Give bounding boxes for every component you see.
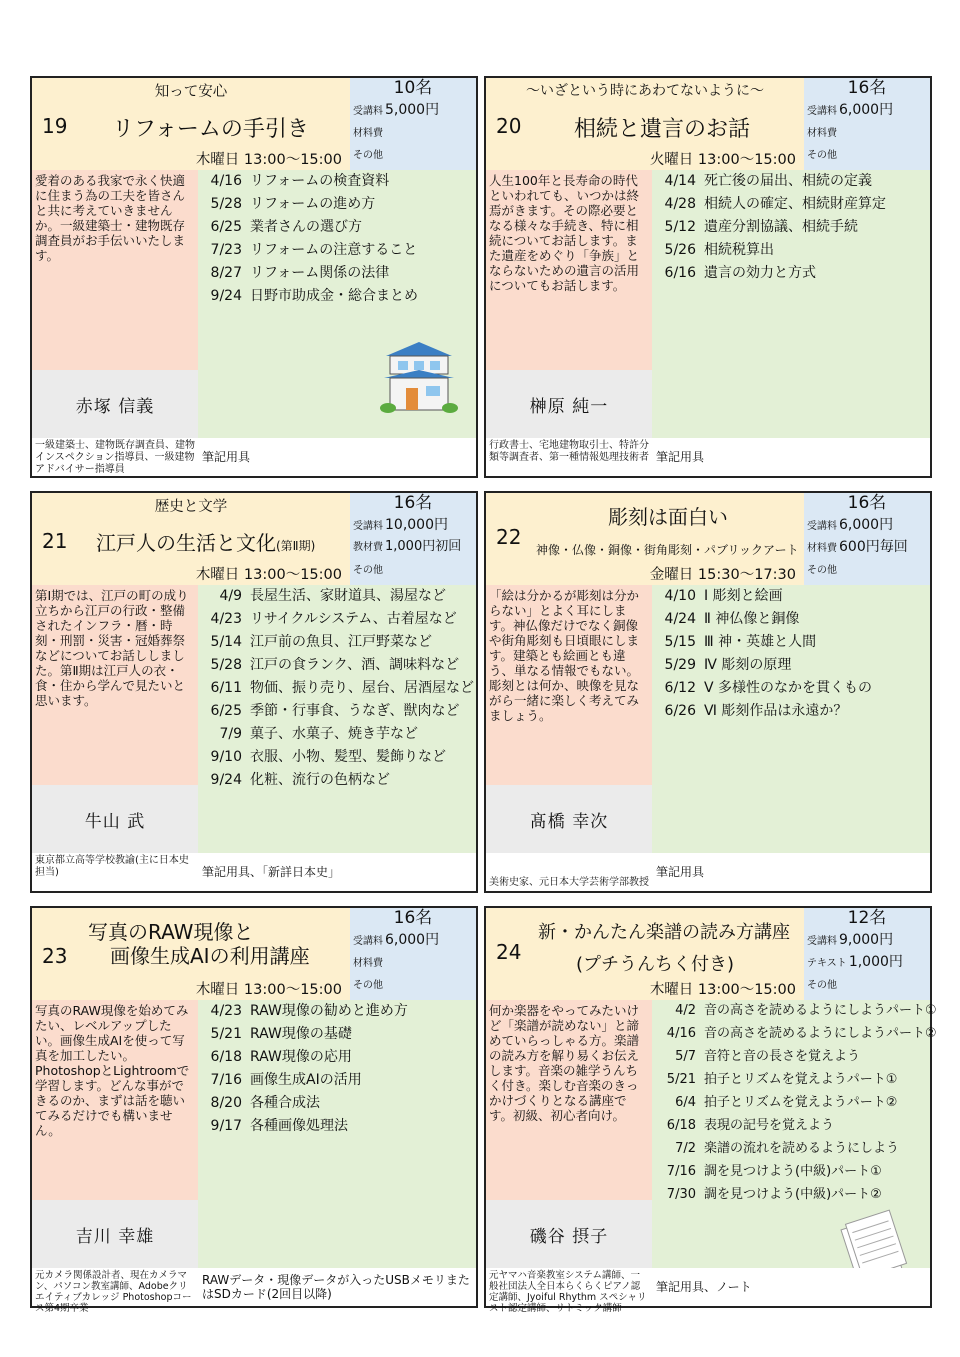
schedule-topic: 日野市助成金・総合まとめ bbox=[250, 288, 418, 304]
house-icon bbox=[380, 340, 458, 416]
schedule-date: 5/15 bbox=[664, 634, 696, 650]
schedule-topic: 業者さんの選び方 bbox=[250, 219, 362, 235]
course-fees bbox=[350, 493, 476, 585]
instructor-name: 牛山 武 bbox=[32, 785, 198, 853]
schedule-topic: Ⅳ 彫刻の原理 bbox=[704, 657, 792, 673]
fee-row bbox=[807, 974, 839, 994]
fee-value: 6,000円 bbox=[839, 517, 894, 533]
schedule-date: 6/26 bbox=[664, 703, 696, 719]
schedule-date: 4/2 bbox=[675, 1003, 696, 1018]
fee-row bbox=[353, 537, 461, 557]
schedule-topic: Ⅰ 彫刻と絵画 bbox=[704, 588, 783, 604]
fee-row bbox=[807, 515, 893, 535]
schedule-date: 9/24 bbox=[210, 288, 242, 304]
course-title-line2: (プチうんちく付き) bbox=[576, 954, 735, 975]
schedule-date: 5/29 bbox=[664, 657, 696, 673]
course-schedule bbox=[198, 1000, 476, 1268]
instructor-name: 榊原 純一 bbox=[486, 370, 652, 438]
fee-label: その他 bbox=[353, 150, 383, 161]
schedule-date: 8/27 bbox=[210, 265, 242, 281]
fee-row bbox=[353, 974, 385, 994]
course-card-23 bbox=[30, 906, 478, 1314]
schedule-topic: 音の高さを読めるようにしようパート② bbox=[704, 1026, 937, 1041]
course-capacity: 16名 bbox=[847, 493, 887, 513]
fee-label: 受講料 bbox=[353, 521, 383, 532]
course-supplies: RAWデータ・現像データが入ったUSBメモリまたはSDカード(2回目以降) bbox=[198, 1268, 476, 1306]
schedule-date: 4/28 bbox=[664, 196, 696, 212]
schedule-topic: 季節・行事食、うなぎ、獣肉など bbox=[250, 703, 460, 719]
schedule-topic: 表現の記号を覚えよう bbox=[704, 1118, 835, 1133]
schedule-date: 6/16 bbox=[664, 265, 696, 281]
course-number: 21 bbox=[42, 529, 68, 553]
schedule-topic: RAW現像の勧めと進め方 bbox=[250, 1003, 408, 1019]
schedule-date: 4/23 bbox=[210, 611, 242, 627]
schedule-topic: 衣服、小物、髪型、髪飾りなど bbox=[250, 749, 446, 765]
course-header bbox=[486, 493, 804, 585]
fee-label: 受講料 bbox=[807, 936, 837, 947]
schedule-topic: 江戸の食ランク、酒、調味料など bbox=[250, 657, 460, 673]
course-title: リフォームの手引き bbox=[112, 117, 309, 142]
schedule-date: 7/9 bbox=[219, 726, 242, 742]
fee-value: 5,000円 bbox=[385, 102, 440, 118]
schedule-date: 6/25 bbox=[210, 219, 242, 235]
fee-row bbox=[353, 559, 385, 579]
course-supplies: 筆記用具、ノート bbox=[652, 1268, 930, 1306]
fee-label: その他 bbox=[353, 565, 383, 576]
course-day-time: 木曜日 13:00～15:00 bbox=[195, 982, 342, 998]
course-day-time: 木曜日 13:00～15:00 bbox=[195, 567, 342, 583]
schedule-date: 5/28 bbox=[210, 657, 242, 673]
course-fees bbox=[804, 493, 930, 585]
schedule-topic: 江戸前の魚貝、江戸野菜など bbox=[250, 634, 432, 650]
course-number: 24 bbox=[496, 940, 522, 964]
fee-label: 材料費 bbox=[353, 958, 383, 969]
schedule-topic: 調を見つけよう(中級)パート② bbox=[704, 1187, 882, 1202]
course-schedule bbox=[652, 585, 930, 853]
fee-label: テキスト bbox=[807, 958, 847, 969]
course-subtitle: 歴史と文学 bbox=[154, 499, 228, 515]
fee-label: その他 bbox=[807, 150, 837, 161]
schedule-date: 6/4 bbox=[675, 1095, 696, 1110]
schedule-date: 5/21 bbox=[210, 1026, 242, 1042]
schedule-date: 8/20 bbox=[210, 1095, 242, 1111]
course-capacity: 16名 bbox=[847, 78, 887, 98]
course-supplies: 筆記用具 bbox=[652, 853, 930, 891]
course-description: 写真のRAW現像を始めてみたい、レベルアップしたい。画像生成AIを使って写真を加工したい。PhotoshopとLightroomで学習します。どんな事ができるのか、まずは話を聴いてみるだけでも構いません。 bbox=[32, 1000, 198, 1200]
schedule-date: 9/24 bbox=[210, 772, 242, 788]
fee-label: 教材費 bbox=[353, 542, 383, 553]
schedule-topic: リフォームの進め方 bbox=[250, 196, 376, 212]
schedule-topic: 拍子とリズムを覚えようパート① bbox=[704, 1072, 898, 1087]
schedule-date: 4/9 bbox=[219, 588, 242, 604]
course-description: 人生100年と長寿命の時代といわれても、いつかは終焉がきます。その際必要となる様々な手続き、特に相続についてお話します。また遺産をめぐり「争族」とならないための遺言の活用についてもお話します。 bbox=[486, 170, 652, 370]
fee-row bbox=[353, 100, 439, 120]
course-day-time: 金曜日 15:30～17:30 bbox=[649, 567, 796, 583]
course-header bbox=[486, 78, 804, 170]
course-supplies: 筆記用具 bbox=[198, 438, 476, 476]
course-card-22 bbox=[484, 491, 932, 893]
instructor-qualifications: 元カメラ関係設計者、現在カメラマン、パソコン教室講師、Adobeクリエイティブカレッジ Photoshopコース第4期卒業 bbox=[32, 1268, 198, 1306]
fee-label: 受講料 bbox=[353, 936, 383, 947]
schedule-date: 6/18 bbox=[666, 1118, 696, 1133]
instructor-name: 吉川 幸雄 bbox=[32, 1200, 198, 1268]
fee-label: 受講料 bbox=[807, 106, 837, 117]
schedule-topic: 音符と音の長さを覚えよう bbox=[704, 1049, 861, 1064]
fee-value: 1,000円初回 bbox=[385, 539, 462, 554]
schedule-topic: 菓子、水菓子、焼き芋など bbox=[250, 726, 418, 742]
schedule-date: 6/18 bbox=[210, 1049, 242, 1065]
schedule-date: 6/12 bbox=[664, 680, 696, 696]
course-number: 23 bbox=[42, 944, 68, 968]
course-schedule bbox=[198, 585, 476, 853]
fee-row bbox=[807, 952, 903, 972]
schedule-topic: 相続人の確定、相続財産算定 bbox=[704, 196, 886, 212]
course-description: 第Ⅰ期では、江戸の町の成り立ちから江戸の行政・整備されたインフラ・暦・時刻・刑罰・災害・冠婚葬祭などについてお話ししました。第Ⅱ期は江戸人の衣・食・住から学んで見たいと思います。 bbox=[32, 585, 198, 785]
course-card-21 bbox=[30, 491, 478, 893]
course-subtitle: 知って安心 bbox=[154, 84, 228, 100]
course-header bbox=[32, 908, 350, 1000]
schedule-date: 5/26 bbox=[664, 242, 696, 258]
fee-row bbox=[353, 122, 385, 142]
course-supplies: 筆記用具、「新詳日本史」 bbox=[198, 853, 476, 891]
fee-label: 受講料 bbox=[353, 106, 383, 117]
instructor-name: 髙橋 幸次 bbox=[486, 785, 652, 853]
fee-label: その他 bbox=[807, 565, 837, 576]
schedule-topic: リフォーム関係の法律 bbox=[250, 265, 390, 281]
instructor-qualifications: 行政書士、宅地建物取引士、特許分類等調査者、第一種情報処理技術者 bbox=[486, 438, 652, 476]
course-day-time: 火曜日 13:00～15:00 bbox=[649, 152, 796, 168]
schedule-topic: 調を見つけよう(中級)パート① bbox=[704, 1164, 882, 1179]
course-title: 彫刻は面白い bbox=[608, 505, 728, 529]
course-number: 20 bbox=[496, 114, 522, 138]
schedule-topic: 音の高さを読めるようにしようパート① bbox=[704, 1003, 937, 1018]
schedule-topic: 画像生成AIの活用 bbox=[250, 1072, 362, 1088]
instructor-name: 磯谷 摂子 bbox=[486, 1200, 652, 1268]
fee-value: 600円毎回 bbox=[839, 539, 908, 555]
course-header bbox=[32, 78, 350, 170]
schedule-date: 4/14 bbox=[664, 173, 696, 189]
schedule-date: 9/17 bbox=[210, 1118, 242, 1134]
schedule-date: 4/24 bbox=[664, 611, 696, 627]
course-fees bbox=[804, 908, 930, 1000]
fee-row bbox=[353, 952, 385, 972]
course-description: 何か楽器をやってみたいけど「楽譜が読めない」と諦めていらっしゃる方。楽譜の読み方を解り易くお伝えします。音楽の雑学うんちく付き。楽しむ音楽のきっかけづくりとなる講座です。初級、初心者向け。 bbox=[486, 1000, 652, 1200]
schedule-topic: RAW現像の基礎 bbox=[250, 1026, 352, 1042]
course-supplies: 筆記用具 bbox=[652, 438, 930, 476]
schedule-topic: リサイクルシステム、古着屋など bbox=[250, 611, 457, 627]
instructor-qualifications: 元ヤマハ音楽教室システム講師、一般社団法人全日本らくらくピアノ認定講師、Jyoiful Rhythm スペシャリスト認定講師、リトミック講師 bbox=[486, 1268, 652, 1306]
course-number: 19 bbox=[42, 114, 68, 138]
fee-label: その他 bbox=[807, 980, 837, 991]
schedule-date: 4/16 bbox=[210, 173, 242, 189]
schedule-date: 5/14 bbox=[210, 634, 242, 650]
course-title-suffix: (第Ⅱ期) bbox=[276, 539, 316, 553]
fee-row bbox=[807, 930, 893, 950]
course-title bbox=[96, 527, 315, 556]
schedule-date: 4/23 bbox=[210, 1003, 242, 1019]
course-schedule bbox=[652, 170, 930, 438]
schedule-topic: 死亡後の届出、相続の定義 bbox=[704, 173, 872, 189]
schedule-date: 7/30 bbox=[666, 1187, 696, 1202]
fee-row bbox=[807, 537, 908, 557]
fee-label: 材料費 bbox=[807, 128, 837, 139]
course-fees bbox=[350, 908, 476, 1000]
course-number: 22 bbox=[496, 525, 522, 549]
fee-label: 材料費 bbox=[353, 128, 383, 139]
course-subtitle: ～いざという時にあわてないように～ bbox=[526, 83, 764, 99]
course-capacity: 16名 bbox=[393, 908, 433, 928]
fee-value: 6,000円 bbox=[385, 932, 440, 948]
course-day-time: 木曜日 13:00～15:00 bbox=[195, 152, 342, 168]
course-topics-line: 神像・仏像・銅像・街角彫刻・パブリックアート bbox=[536, 543, 799, 557]
course-capacity: 10名 bbox=[393, 78, 433, 98]
schedule-topic: 物価、振り売り、屋台、居酒屋など bbox=[250, 680, 474, 696]
instructor-qualifications: 美術史家、元日本大学芸術学部教授 bbox=[486, 853, 652, 891]
course-day-time: 木曜日 13:00～15:00 bbox=[649, 982, 796, 998]
schedule-topic: 各種画像処理法 bbox=[250, 1118, 348, 1134]
schedule-date: 7/23 bbox=[210, 242, 242, 258]
fee-row bbox=[807, 122, 839, 142]
fee-row bbox=[353, 515, 448, 535]
course-card-19 bbox=[30, 76, 478, 478]
schedule-topic: 遺産分割協議、相続手続 bbox=[704, 219, 858, 235]
schedule-date: 4/10 bbox=[664, 588, 696, 604]
schedule-date: 5/28 bbox=[210, 196, 242, 212]
course-title: 写真のRAW現像と bbox=[88, 920, 254, 944]
fee-value: 6,000円 bbox=[839, 102, 894, 118]
course-header bbox=[486, 908, 804, 1000]
schedule-topic: リフォームの検査資料 bbox=[250, 173, 390, 189]
schedule-topic: リフォームの注意すること bbox=[250, 242, 418, 258]
course-capacity: 12名 bbox=[847, 908, 887, 928]
schedule-date: 5/7 bbox=[675, 1049, 696, 1064]
schedule-topic: 遺言の効力と方式 bbox=[704, 265, 816, 281]
course-card-20 bbox=[484, 76, 932, 478]
fee-label: 材料費 bbox=[807, 543, 837, 554]
instructor-name: 赤塚 信義 bbox=[32, 370, 198, 438]
course-title: 相続と遺言のお話 bbox=[574, 117, 751, 142]
fee-row bbox=[807, 559, 839, 579]
schedule-topic: 化粧、流行の色柄など bbox=[250, 772, 390, 788]
schedule-topic: RAW現像の応用 bbox=[250, 1049, 352, 1065]
schedule-topic: Ⅱ 神仏像と銅像 bbox=[704, 611, 800, 627]
instructor-qualifications: 一級建築士、建物既存調査員、建物インスペクション指導員、一級建物アドバイサー指導員 bbox=[32, 438, 198, 476]
schedule-topic: 拍子とリズムを覚えようパート② bbox=[704, 1095, 898, 1110]
course-fees bbox=[350, 78, 476, 170]
schedule-date: 6/25 bbox=[210, 703, 242, 719]
schedule-topic: 長屋生活、家財道具、湯屋など bbox=[250, 588, 446, 604]
fee-label: 受講料 bbox=[807, 521, 837, 532]
course-card-24 bbox=[484, 906, 937, 1314]
course-description: 「絵は分かるが彫刻は分からない」とよく耳にします。神仏像だけでなく銅像や街角彫刻も日頃眼にします。建築とも絵画とも違う、単なる情報でもない。彫刻とは何か、映像を見ながら一緒に楽しく考えてみましょう。 bbox=[486, 585, 652, 785]
schedule-date: 7/16 bbox=[210, 1072, 242, 1088]
course-title-main: 江戸人の生活と文化 bbox=[96, 531, 276, 555]
fee-value: 9,000円 bbox=[839, 932, 894, 948]
fee-row bbox=[807, 144, 839, 164]
schedule-date: 5/21 bbox=[666, 1072, 696, 1087]
schedule-topic: Ⅲ 神・英雄と人間 bbox=[704, 634, 817, 650]
fee-value: 1,000円 bbox=[848, 954, 903, 970]
schedule-date: 5/12 bbox=[664, 219, 696, 235]
schedule-topic: 各種合成法 bbox=[250, 1095, 320, 1111]
course-capacity: 16名 bbox=[393, 493, 433, 513]
fee-row bbox=[353, 930, 439, 950]
fee-row bbox=[353, 144, 385, 164]
schedule-date: 9/10 bbox=[210, 749, 242, 765]
schedule-topic: 相続税算出 bbox=[704, 242, 774, 258]
schedule-date: 7/16 bbox=[666, 1164, 696, 1179]
course-description: 愛着のある我家で永く快適に住まう為の工夫を皆さんと共に考えていきませんか。一級建築士・建物既存調査員がお手伝いいたします。 bbox=[32, 170, 198, 370]
course-title: 新・かんたん楽譜の読み方講座 bbox=[538, 922, 790, 943]
schedule-date: 6/11 bbox=[210, 680, 242, 696]
course-fees bbox=[804, 78, 930, 170]
instructor-qualifications: 東京都立高等学校教諭(主に日本史担当) bbox=[32, 853, 198, 891]
schedule-topic: Ⅵ 彫刻作品は永遠か？ bbox=[704, 703, 848, 719]
course-title-line2: 画像生成AIの利用講座 bbox=[110, 944, 310, 968]
fee-value: 10,000円 bbox=[385, 517, 448, 533]
fee-label: その他 bbox=[353, 980, 383, 991]
course-header bbox=[32, 493, 350, 585]
fee-row bbox=[807, 100, 893, 120]
schedule-topic: 楽譜の流れを読めるようにしよう bbox=[704, 1141, 900, 1156]
schedule-topic: Ⅴ 多様性のなかを貫くもの bbox=[704, 680, 873, 696]
schedule-date: 7/2 bbox=[675, 1141, 696, 1156]
schedule-date: 4/16 bbox=[666, 1026, 696, 1041]
